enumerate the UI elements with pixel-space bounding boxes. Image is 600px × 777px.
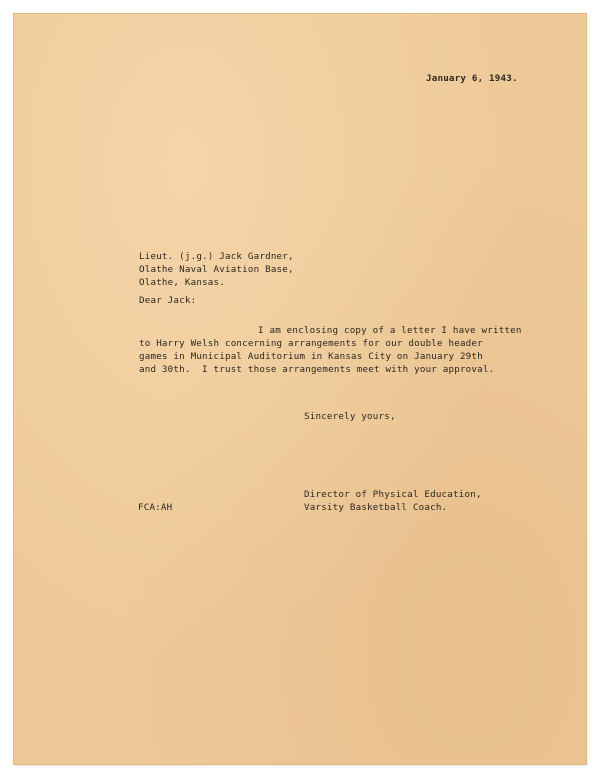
signature-title-line: Director of Physical Education, <box>304 489 482 500</box>
complimentary-close: Sincerely yours, <box>304 411 396 422</box>
address-line: Olathe, Kansas. <box>139 277 225 288</box>
body-line: games in Municipal Auditorium in Kansas City on January 29th <box>139 351 483 362</box>
letter-date: January 6, 1943. <box>426 73 518 84</box>
body-line: I am enclosing copy of a letter I have written <box>258 325 522 336</box>
salutation: Dear Jack: <box>139 295 197 306</box>
address-line: Olathe Naval Aviation Base, <box>139 264 294 275</box>
reference-initials: FCA:AH <box>138 502 173 513</box>
body-line: and 30th. I trust those arrangements meet with your approval. <box>139 364 495 375</box>
letter-page <box>14 14 586 764</box>
signature-title-line: Varsity Basketball Coach. <box>304 502 448 513</box>
body-line: to Harry Welsh concerning arrangements for our double header <box>139 338 483 349</box>
address-line: Lieut. (j.g.) Jack Gardner, <box>139 251 294 262</box>
